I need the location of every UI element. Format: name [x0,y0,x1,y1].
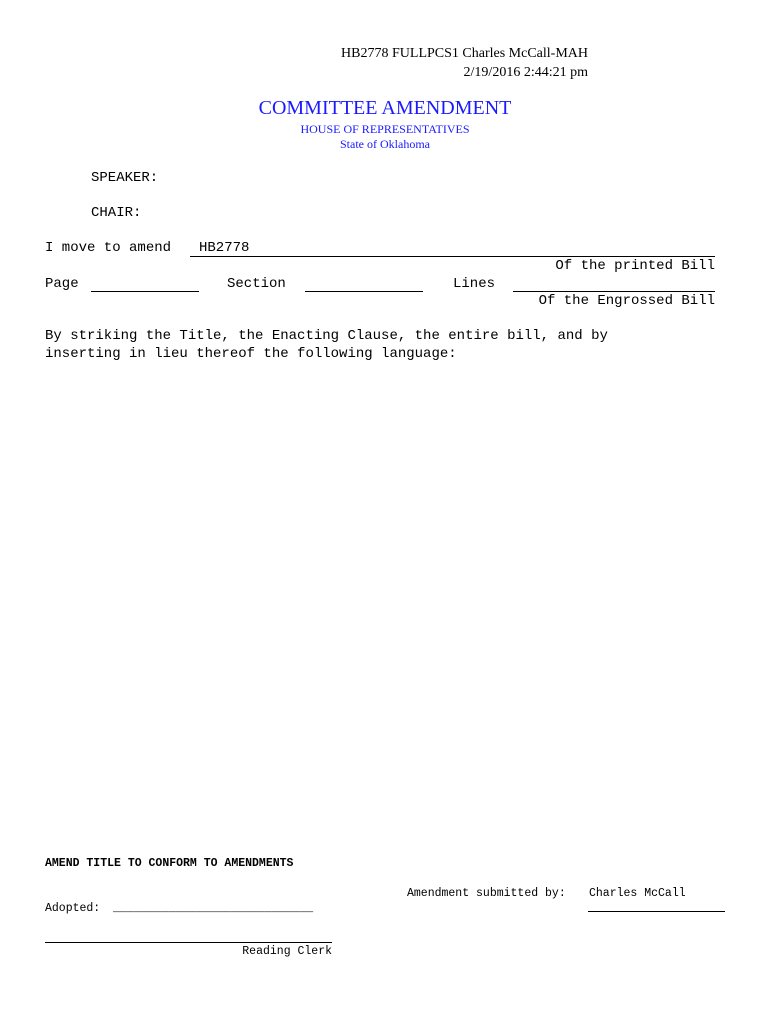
document-id: HB2778 FULLPCS1 Charles McCall-MAH [341,46,588,61]
bill-number-underline [190,256,715,257]
lines-field[interactable] [513,291,715,292]
section-label: Section [227,276,286,292]
timestamp: 2/19/2016 2:44:21 pm [463,65,588,80]
lines-label: Lines [453,276,496,292]
bill-number-field[interactable]: HB2778 [199,240,250,256]
amend-title-heading: AMEND TITLE TO CONFORM TO AMENDMENTS [45,857,294,870]
page-field[interactable] [91,291,199,292]
move-to-amend-label: I move to amend [45,240,172,256]
clerk-signature-line [45,942,332,943]
instruction-line-2: inserting in lieu thereof the following language: [45,346,457,362]
page-title: COMMITTEE AMENDMENT [258,97,512,119]
submitted-by-name: Charles McCall [589,887,686,900]
adopted-label: Adopted: [45,902,101,915]
section-field[interactable] [305,291,423,292]
house-subtitle: HOUSE OF REPRESENTATIVES [300,122,470,136]
submitted-by-label: Amendment submitted by: [407,887,566,900]
signature-line [588,911,725,912]
chair-label: CHAIR: [91,205,142,221]
instruction-line-1: By striking the Title, the Enacting Clause, the entire bill, and by [45,328,608,344]
state-subtitle: State of Oklahoma [340,137,430,151]
reading-clerk-label: Reading Clerk [242,945,332,958]
adopted-field[interactable]: _____________________________ [113,902,314,915]
engrossed-bill-label: Of the Engrossed Bill [538,293,715,309]
printed-bill-label: Of the printed Bill [555,258,715,274]
page-label: Page [45,276,79,292]
speaker-label: SPEAKER: [91,170,159,186]
